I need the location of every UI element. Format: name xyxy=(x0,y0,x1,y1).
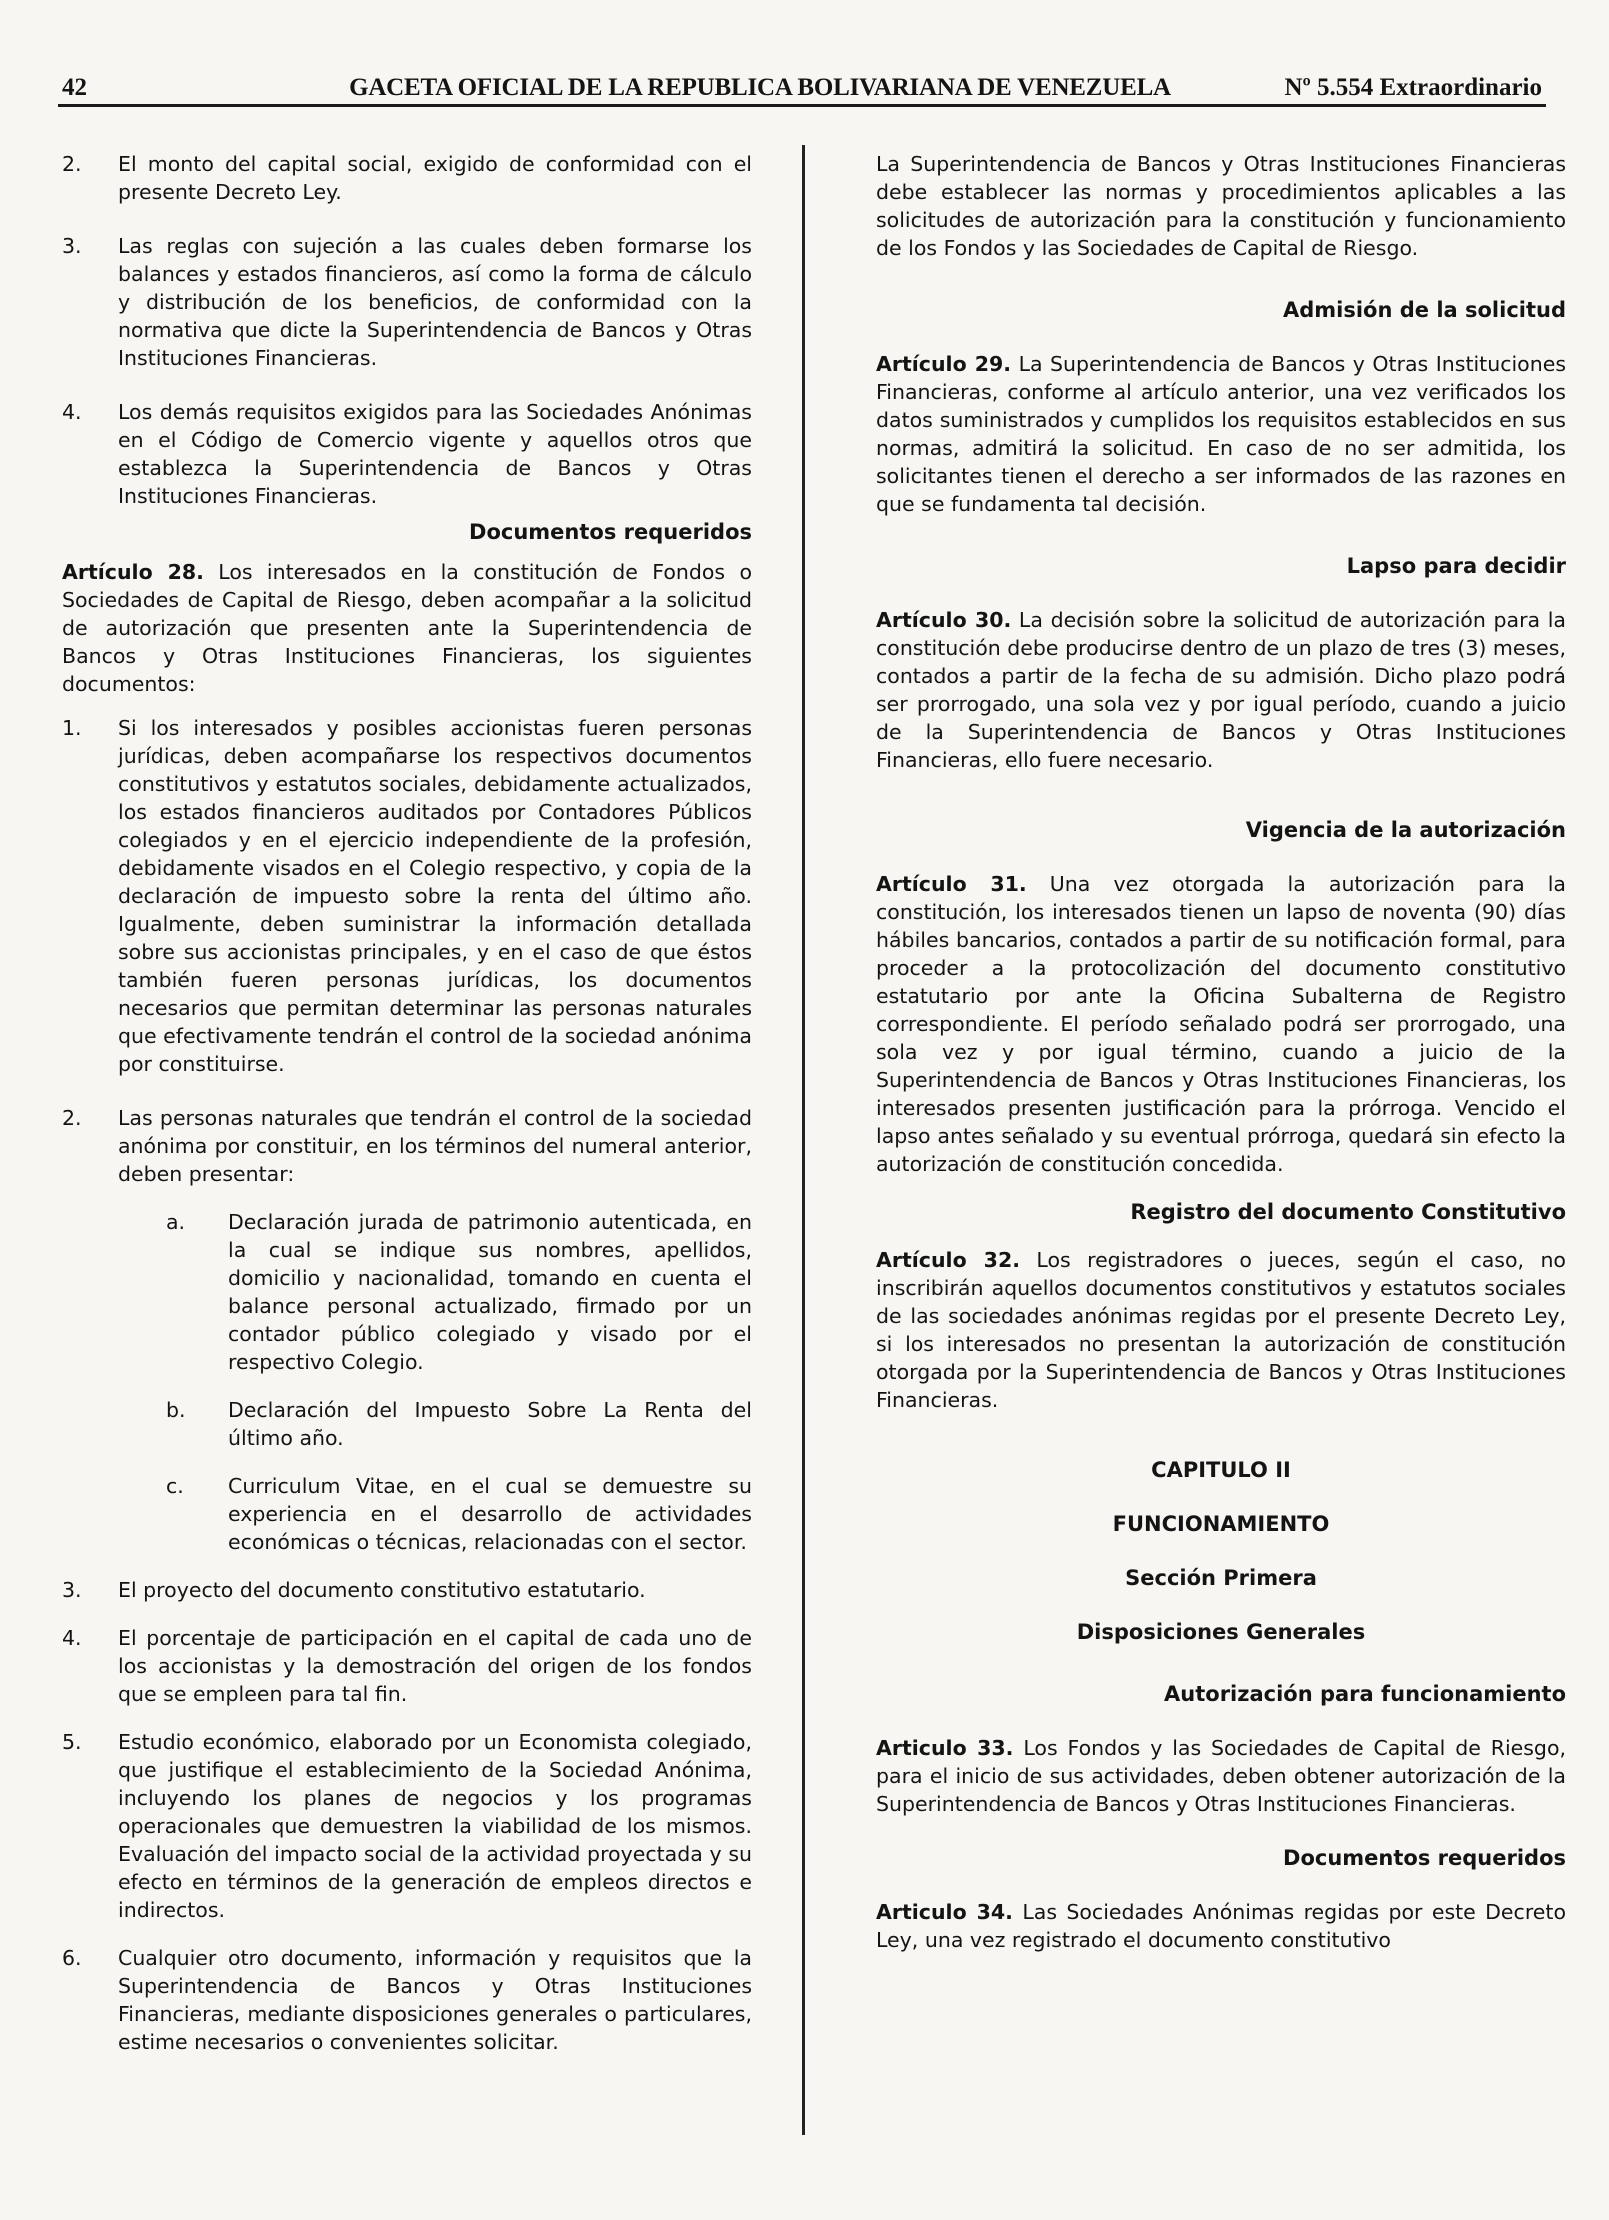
gazette-header xyxy=(58,72,1546,107)
list-item: 2. Las personas naturales que tendrán el control de la sociedad anónima por constituir, en los términos del numeral anterior, deben presentar: xyxy=(62,1106,752,1186)
section-heading: Admisión de la solicitud xyxy=(1282,298,1566,322)
left-column xyxy=(62,150,752,2056)
section-heading: Vigencia de la autorización xyxy=(1245,818,1566,842)
chapter-subtitle: FUNCIONAMIENTO xyxy=(1112,1512,1330,1536)
section-subtitle: Disposiciones Generales xyxy=(1076,1620,1366,1644)
list-item: 4. Los demás requisitos exigidos para las Sociedades Anónimas en el Código de Comercio vigente y aquellos otros que establezca la Superintendencia de Bancos y Otras Instituciones Financieras. xyxy=(62,400,752,508)
column-divider xyxy=(802,145,805,2135)
article-31: Artículo 31. Una vez otorgada la autorización para la constitución, los interesados tienen un lapso de noventa (90) días hábiles bancarios, contados a partir de su notificación formal, para proceder a la protocolización del documento constitutivo estatutario por ante la Oficina Subalterna de Registro correspondiente. El período señalado podrá ser prorrogado, una sola vez y por igual término, cuando a juicio de la Superintendencia de Bancos y Otras Instituciones Financieras, los interesados presenten justificación para la prórroga. Vencido el lapso antes señalado y su eventual prórroga, quedará sin efecto la autorización de constitución concedida. xyxy=(876,872,1566,1176)
section-heading: Documentos requeridos xyxy=(1283,1846,1566,1870)
paragraph: La Superintendencia de Bancos y Otras Instituciones Financieras debe establecer las normas y procedimientos aplicables a las solicitudes de autorización para la constitución y funcionamiento de los Fondos y las Sociedades de Capital de Riesgo. xyxy=(876,152,1566,260)
section-heading: Lapso para decidir xyxy=(1346,554,1566,578)
gazette-title: GACETA OFICIAL DE LA REPUBLICA BOLIVARIANA DE VENEZUELA xyxy=(349,74,1171,101)
right-column xyxy=(876,150,1566,1954)
article-32: Artículo 32. Los registradores o jueces, según el caso, no inscribirán aquellos documentos constitutivos y estatutos sociales de las sociedades anónimas regidas por el presente Decreto Ley, si los interesados no presentan la autorización de constitución otorgada por la Superintendencia de Bancos y Otras Instituciones Financieras. xyxy=(876,1248,1566,1412)
section-heading: Autorización para funcionamiento xyxy=(1164,1682,1566,1706)
list-item: 6. Cualquier otro documento, información y requisitos que la Superintendencia de Bancos y Otras Instituciones Financieras, mediante disposiciones generales o particulares, estime necesarios o convenientes solicitar. xyxy=(62,1946,752,2054)
section-heading: Registro del documento Constitutivo xyxy=(1130,1200,1566,1224)
page-number: 42 xyxy=(62,74,87,101)
article-28: Artículo 28. Los interesados en la constitución de Fondos o Sociedades de Capital de Riesgo, deben acompañar a la solicitud de autorización que presenten ante la Superintendencia de Bancos y Otras Instituciones Financieras, los siguientes documentos: xyxy=(62,560,752,696)
list-item: 1. Si los interesados y posibles accionistas fueren personas jurídicas, deben acompañarse los respectivos documentos constitutivos y estatutos sociales, debidamente actualizados, los estados financieros auditados por Contadores Públicos colegiados y en el ejercicio independiente de la profesión, debidamente visados en el Colegio respectivo, y copia de la declaración de impuesto sobre la renta del último año. Igualmente, deben suministrar la información detallada sobre sus accionistas principales, y en el caso de que éstos también fueren personas jurídicas, los documentos necesarios que permitan determinar las personas naturales que efectivamente tendrán el control de la sociedad anónima por constituirse. xyxy=(62,716,752,1076)
list-item: 3. Las reglas con sujeción a las cuales deben formarse los balances y estados financieros, así como la forma de cálculo y distribución de los beneficios, de conformidad con la normativa que dicte la Superintendencia de Bancos y Otras Instituciones Financieras. xyxy=(62,234,752,370)
issue-number: Nº 5.554 Extraordinario xyxy=(1284,74,1542,101)
article-34: Articulo 34. Las Sociedades Anónimas regidas por este Decreto Ley, una vez registrado el documento constitutivo xyxy=(876,1900,1566,1952)
sub-item: b. Declaración del Impuesto Sobre La Renta del último año. xyxy=(166,1398,752,1450)
article-30: Artículo 30. La decisión sobre la solicitud de autorización para la constitución debe producirse dentro de un plazo de tres (3) meses, contados a partir de la fecha de su admisión. Dicho plazo podrá ser prorrogado, una sola vez y por igual período, cuando a juicio de la Superintendencia de Bancos y Otras Instituciones Financieras, ello fuere necesario. xyxy=(876,608,1566,772)
sub-item: c. Curriculum Vitae, en el cual se demuestre su experiencia en el desarrollo de actividades económicas o técnicas, relacionadas con el sector. xyxy=(166,1474,752,1554)
list-item: 5. Estudio económico, elaborado por un Economista colegiado, que justifique el establecimiento de la Sociedad Anónima, incluyendo los planes de negocios y los programas operacionales que demuestren la viabilidad de los mismos. Evaluación del impacto social de la actividad proyectada y su efecto en términos de la generación de empleos directos e indirectos. xyxy=(62,1730,752,1922)
section-heading: Documentos requeridos xyxy=(469,520,752,544)
chapter-title: CAPITULO II xyxy=(1151,1458,1291,1482)
section-title: Sección Primera xyxy=(1125,1566,1317,1590)
sub-item: a. Declaración jurada de patrimonio autenticada, en la cual se indique sus nombres, apellidos, domicilio y nacionalidad, tomando en cuenta el balance personal actualizado, firmado por un contador público colegiado y visado por el respectivo Colegio. xyxy=(166,1210,752,1374)
article-33: Articulo 33. Los Fondos y las Sociedades de Capital de Riesgo, para el inicio de sus actividades, deben obtener autorización de la Superintendencia de Bancos y Otras Instituciones Financieras. xyxy=(876,1736,1566,1816)
list-item: 2. El monto del capital social, exigido de conformidad con el presente Decreto Ley. xyxy=(62,152,752,204)
article-29: Artículo 29. La Superintendencia de Bancos y Otras Instituciones Financieras, conforme al artículo anterior, una vez verificados los datos suministrados y cumplidos los requisitos establecidos en sus normas, admitirá la solicitud. En caso de no ser admitida, los solicitantes tienen el derecho a ser informados de las razones en que se fundamenta tal decisión. xyxy=(876,352,1566,516)
list-item: 3. El proyecto del documento constitutivo estatutario. xyxy=(62,1578,646,1602)
list-item: 4. El porcentaje de participación en el capital de cada uno de los accionistas y la demostración del origen de los fondos que se empleen para tal fin. xyxy=(62,1626,752,1706)
